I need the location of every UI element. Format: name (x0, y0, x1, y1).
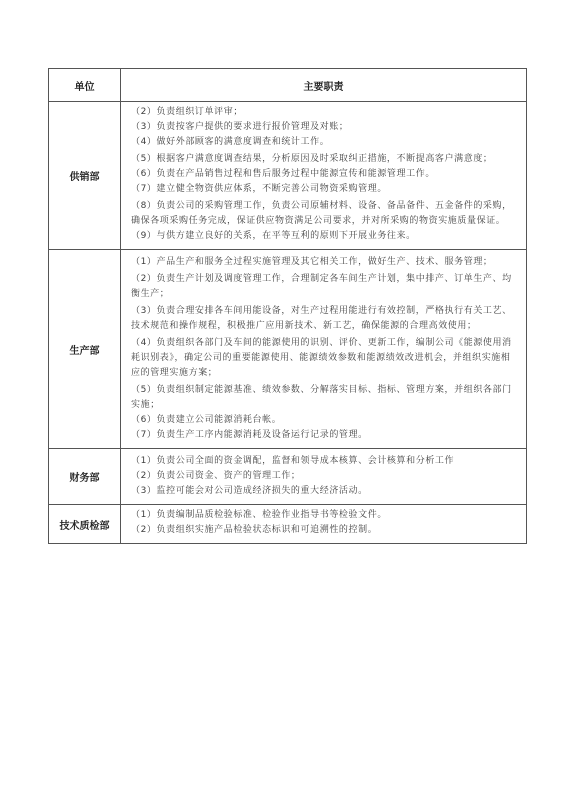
duty-item: （2）负责生产计划及调度管理工作，合理制定各车间生产计划，集中排产、订单生产、均衡生产； (131, 274, 512, 299)
duty-item: （7）建立健全物资供应体系，不断完善公司物资采购管理。 (131, 184, 387, 194)
duty-item: （6）负责在产品销售过程和售后服务过程中能源宣传和能源管理工作。 (131, 169, 435, 179)
duty-item: （9）与供方建立良好的关系，在平等互利的原则下开展业务往来。 (131, 231, 416, 241)
header-unit: 单位 (49, 69, 121, 102)
table-row (49, 505, 527, 544)
duty-item: （1）产品生产和服务全过程实施管理及其它相关工作，做好生产、技术、服务管理； (131, 257, 493, 267)
duty-cell-quality (121, 505, 527, 544)
table-row (49, 102, 527, 250)
duty-cell-finance (121, 449, 527, 505)
duty-item: （2）负责组织实施产品检验状态标识和可追溯性的控制。 (131, 525, 378, 535)
unit-cell-quality: 技术质检部 (49, 505, 121, 544)
duty-item: （7）负责生产工序内能源消耗及设备运行记录的管理。 (131, 430, 368, 440)
table-row (49, 449, 527, 505)
duty-table (48, 68, 527, 544)
duty-item: （1）负责公司全面的资金调配，监督和领导成本核算、会计核算和分析工作 (131, 456, 455, 466)
duty-cell-production (121, 250, 527, 449)
duty-item: （3）负责合理安排各车间用能设备，对生产过程用能进行有效控制，严格执行有关工艺、技术规范和操作规程，积极推广应用新技术、新工艺，确保能源的合理高效使用； (131, 306, 512, 331)
header-duty: 主要职责 (121, 69, 527, 102)
duty-item: （4）做好外部顾客的满意度调查和统计工作。 (131, 137, 330, 147)
duty-item: （2）负责组织订单评审； (131, 107, 243, 117)
duty-item: （3）监控可能会对公司造成经济损失的重大经济活动。 (131, 486, 368, 496)
duty-item: （2）负责公司资金、资产的管理工作； (131, 471, 301, 481)
duty-item: （3）负责按客户提供的要求进行报价管理及对账； (131, 122, 349, 132)
duty-item: （1）负责编制品质检验标准、检验作业指导书等检验文件。 (131, 510, 387, 520)
unit-cell-finance: 财务部 (49, 449, 121, 505)
duty-item: （5）负责组织制定能源基准、绩效参数、分解落实目标、指标、管理方案，并组织各部门实施； (131, 385, 512, 410)
duty-item: （8）负责公司的采购管理工作，负责公司原辅材料、设备、备品备件、五金备件的采购，确保各项采购任务完成，保证供应物资满足公司要求，并对所采购的物资实施质量保证。 (131, 201, 512, 226)
duty-cell-sales (121, 102, 527, 250)
duty-item: （4）负责组织各部门及车间的能源使用的识别、评价、更新工作，编制公司《能源使用消耗识别表》，确定公司的重要能源使用、能源绩效参数和能源绩效改进机会，并组织实施相应的管理实施方案； (131, 338, 512, 378)
duty-item: （6）负责建立公司能源消耗台帐。 (131, 415, 282, 425)
unit-cell-sales: 供销部 (49, 102, 121, 250)
unit-cell-production: 生产部 (49, 250, 121, 449)
table-header-row (49, 69, 527, 102)
table-row (49, 250, 527, 449)
duty-item: （5）根据客户满意度调查结果，分析原因及时采取纠正措施，不断提高客户满意度； (131, 154, 493, 164)
